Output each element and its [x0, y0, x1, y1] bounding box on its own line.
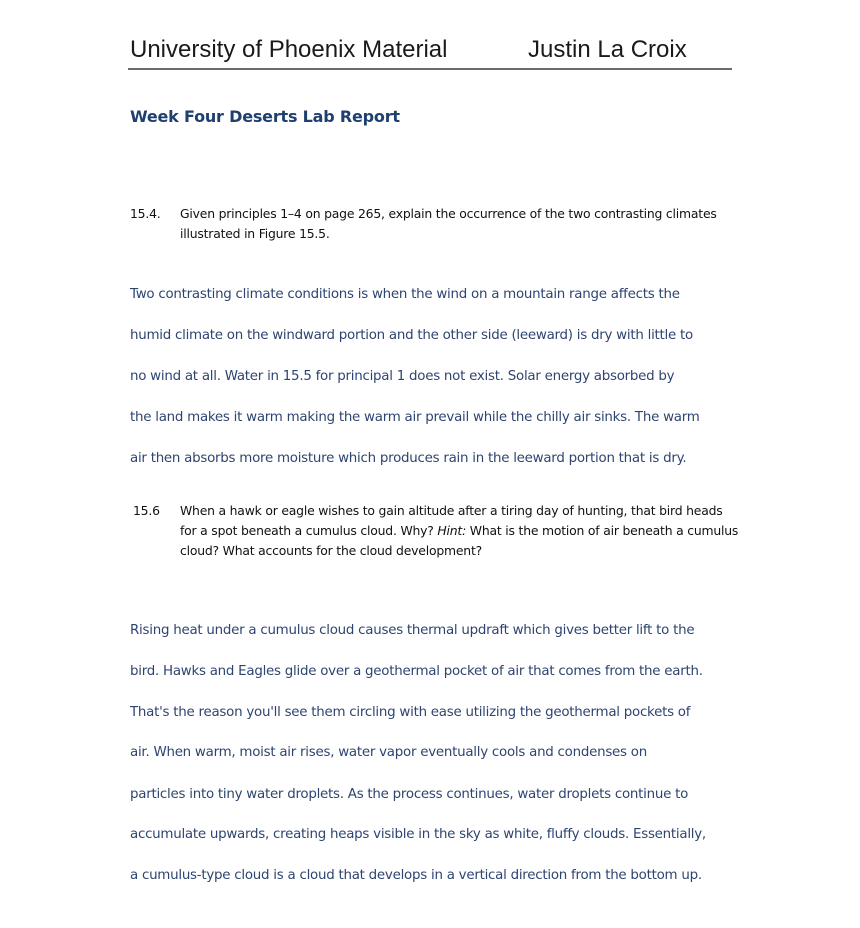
- answer-line: Two contrasting climate conditions is when the wind on a mountain range affects the: [130, 287, 680, 302]
- header-organization: University of Phoenix Material: [130, 36, 448, 63]
- answer-15-6: [130, 623, 740, 903]
- answer-line: That's the reason you'll see them circling with ease utilizing the geothermal pockets of: [130, 705, 691, 720]
- document-title: Week Four Deserts Lab Report: [130, 107, 400, 126]
- answer-line: humid climate on the windward portion and the other side (leeward) is dry with little to: [130, 328, 693, 343]
- answer-line: the land makes it warm making the warm air prevail while the chilly air sinks. The warm: [130, 410, 700, 425]
- question-text-part: When a hawk or eagle wishes to gain altitude after a tiring day of hunting, that bird heads for a spot beneath a cumulus cloud. Why?: [180, 503, 723, 538]
- answer-line: no wind at all. Water in 15.5 for principal 1 does not exist. Solar energy absorbed by: [130, 369, 675, 384]
- question-number: 15.6: [133, 503, 160, 518]
- answer-line: air. When warm, moist air rises, water vapor eventually cools and condenses on: [130, 745, 647, 760]
- hint-label: Hint:: [437, 523, 467, 538]
- question-number: 15.4.: [130, 206, 161, 221]
- question-15-6: [133, 501, 743, 565]
- answer-line: air then absorbs more moisture which produces rain in the leeward portion that is dry.: [130, 451, 687, 466]
- answer-line: bird. Hawks and Eagles glide over a geothermal pocket of air that comes from the earth.: [130, 664, 703, 679]
- question-text: Given principles 1–4 on page 265, explain the occurrence of the two contrasting climates illustrated in Figure 15.5.: [180, 206, 717, 241]
- answer-line: Rising heat under a cumulus cloud causes thermal updraft which gives better lift to the: [130, 623, 695, 638]
- answer-line: accumulate upwards, creating heaps visible in the sky as white, fluffy clouds. Essentially,: [130, 827, 706, 842]
- answer-15-4: [130, 287, 740, 487]
- question-text-part: What is the motion of air beneath a cumulus cloud? What accounts for the cloud development?: [180, 523, 739, 558]
- header-author: Justin La Croix: [528, 36, 687, 63]
- page-header: [128, 36, 732, 70]
- question-text: [180, 501, 740, 561]
- question-15-4: [130, 204, 740, 248]
- answer-line: particles into tiny water droplets. As the process continues, water droplets continue to: [130, 787, 689, 802]
- answer-line: a cumulus-type cloud is a cloud that develops in a vertical direction from the bottom up.: [130, 868, 702, 883]
